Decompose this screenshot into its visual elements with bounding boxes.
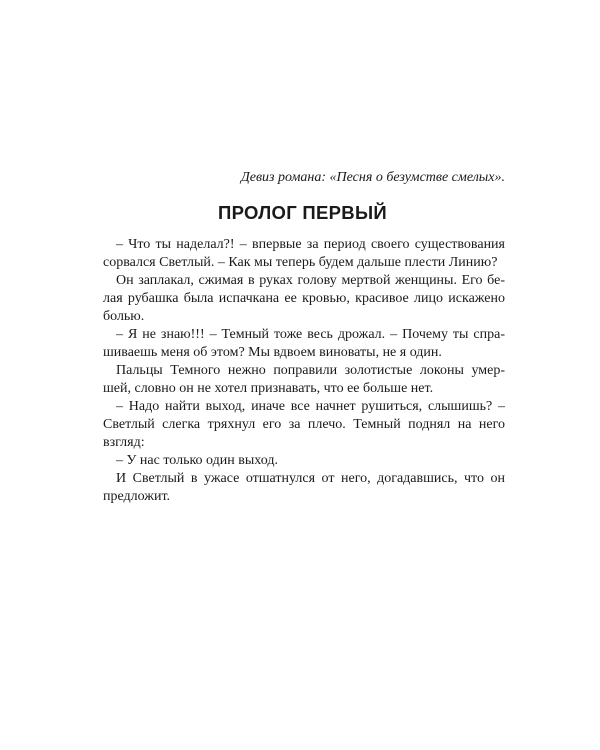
text-line: – Надо найти выход, иначе все начнет рушиться, слышишь? – xyxy=(116,399,505,414)
text-line: сорвался Светлый. – Как мы теперь будем дальше плести Линию? xyxy=(103,255,498,270)
text-line: шей, словно он не хотел признавать, что ее больше нет. xyxy=(103,381,434,396)
text-line: болью. xyxy=(103,309,145,324)
text-line: Светлый слегка тряхнул его за плечо. Темный поднял на него xyxy=(103,417,505,432)
text-line: – У нас только один выход. xyxy=(116,453,278,468)
text-line: – Что ты наделал?! – впервые за период своего существования xyxy=(116,237,505,252)
text-line: взгляд: xyxy=(103,435,145,450)
text-line: лая рубашка была испачкана ее кровью, красивое лицо искажено xyxy=(103,291,505,306)
text-line: – Я не знаю!!! – Темный тоже весь дрожал. – Почему ты спра- xyxy=(116,327,505,342)
epigraph: Девиз романа: «Песня о безумстве смелых». xyxy=(240,170,505,185)
chapter-title: ПРОЛОГ ПЕРВЫЙ xyxy=(218,202,387,223)
text-line: шиваешь меня об этом? Мы вдвоем виноваты, не я один. xyxy=(103,345,442,360)
text-line: Пальцы Темного нежно поправили золотистые локоны умер- xyxy=(116,363,505,378)
chapter-body xyxy=(103,236,505,506)
text-line: Он заплакал, сжимая в руках голову мертвой женщины. Его бе- xyxy=(116,273,505,288)
text-line: предложит. xyxy=(103,489,171,504)
text-line: И Светлый в ужасе отшатнулся от него, догадавшись, что он xyxy=(116,471,505,486)
